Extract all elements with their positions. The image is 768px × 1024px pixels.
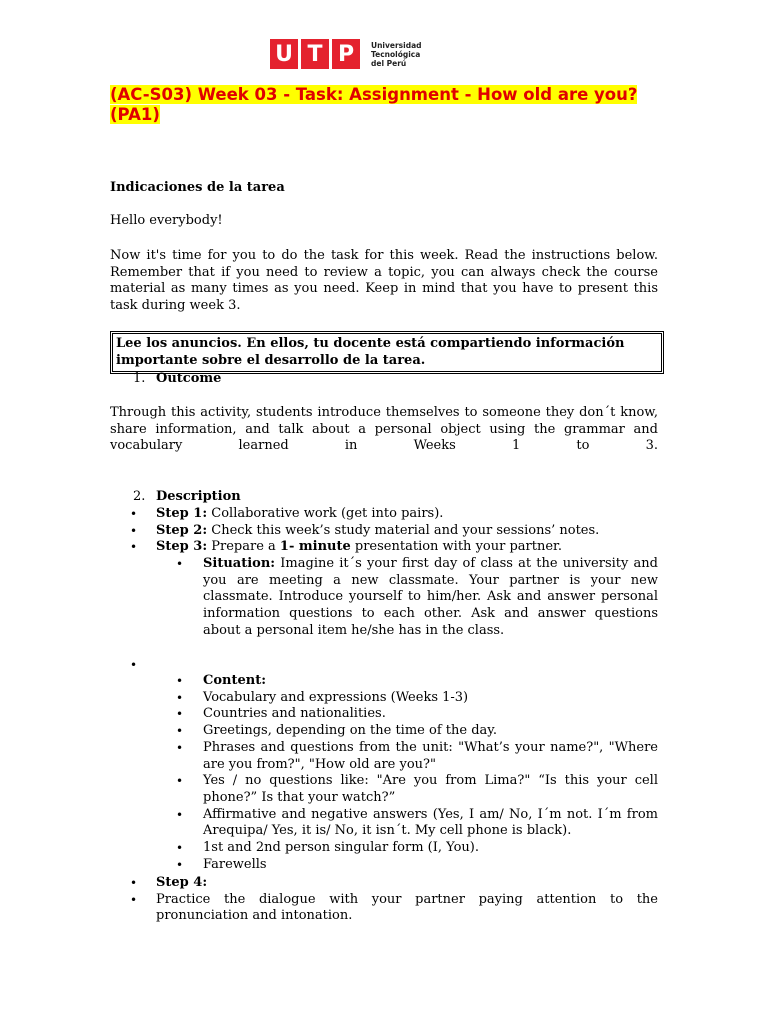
list-item: • Practice the dialogue with your partner paying attention to the pronunciation and intonation. [110,892,658,925]
list-item: • Yes / no questions like: "Are you from Lima?" “Is this your cell phone?” Is that your watch?” [156,773,658,806]
steps-list [110,506,658,556]
empty-bullet-list [110,657,658,674]
list-item: • Vocabulary and expressions (Weeks 1-3) [156,690,658,707]
description-heading: 2. Description [133,489,241,504]
list-item [110,657,658,674]
list-item: • Affirmative and negative answers (Yes, I am/ No, I´m not. I´m from Arequipa/ Yes, it is/ No, it isn´t. My cell phone is black). [156,807,658,840]
page-title [110,85,660,125]
list-item: • 1st and 2nd person singular form (I, You). [156,840,658,857]
final-steps-list [110,875,658,925]
list-item: • Content: [156,673,658,690]
list-item: • Greetings, depending on the time of the day. [156,723,658,740]
logo-wordmark: Universidad Tecnológica del Perú [371,40,422,68]
outcome-paragraph: Through this activity, students introduce themselves to someone they don´t know, share information, and talk about a personal object using the grammar and vocabulary learned in Weeks 1 to 3. [110,405,658,454]
list-item: • Step 3: Prepare a 1- minute presentation with your partner. [110,539,658,556]
title-text: (AC-S03) Week 03 - Task: Assignment - How old are you? (PA1) [110,85,638,124]
intro-paragraph: Now it's time for you to do the task for this week. Read the instructions below. Remember that if you need to review a topic, you can always check the course material as many times as you need. Keep in mind that you have to present this task during week 3. [110,248,658,314]
list-item: • Step 1: Collaborative work (get into pairs). [110,506,658,523]
greeting-text: Hello everybody! [110,213,223,228]
situation-list [156,556,658,640]
logo-letter-p: P [332,39,360,69]
notice-box: Lee los anuncios. En ellos, tu docente está compartiendo información importante sobre el desarrollo de la tarea. [110,331,664,374]
list-item: • Step 2: Check this week’s study material and your sessions’ notes. [110,523,658,540]
list-item: • Situation: Imagine it´s your first day of class at the university and you are meeting a new classmate. Your partner is your new classmate. Introduce yourself to him/her. Ask and answer personal information questions to each other. Ask and answer questions about a personal item he/she has in the class. [156,556,658,640]
section-heading: Indicaciones de la tarea [110,180,285,195]
list-item: • Farewells [156,857,658,874]
logo-letter-t: T [301,39,329,69]
outcome-heading: 1. Outcome [133,371,222,386]
list-item: • Countries and nationalities. [156,706,658,723]
logo-letter-u: U [270,39,298,69]
list-item: • Phrases and questions from the unit: "What’s your name?", "Where are you from?", "How old are you?" [156,740,658,773]
utp-logo [270,38,422,70]
content-list [156,673,658,873]
list-item: • Step 4: [110,875,658,892]
